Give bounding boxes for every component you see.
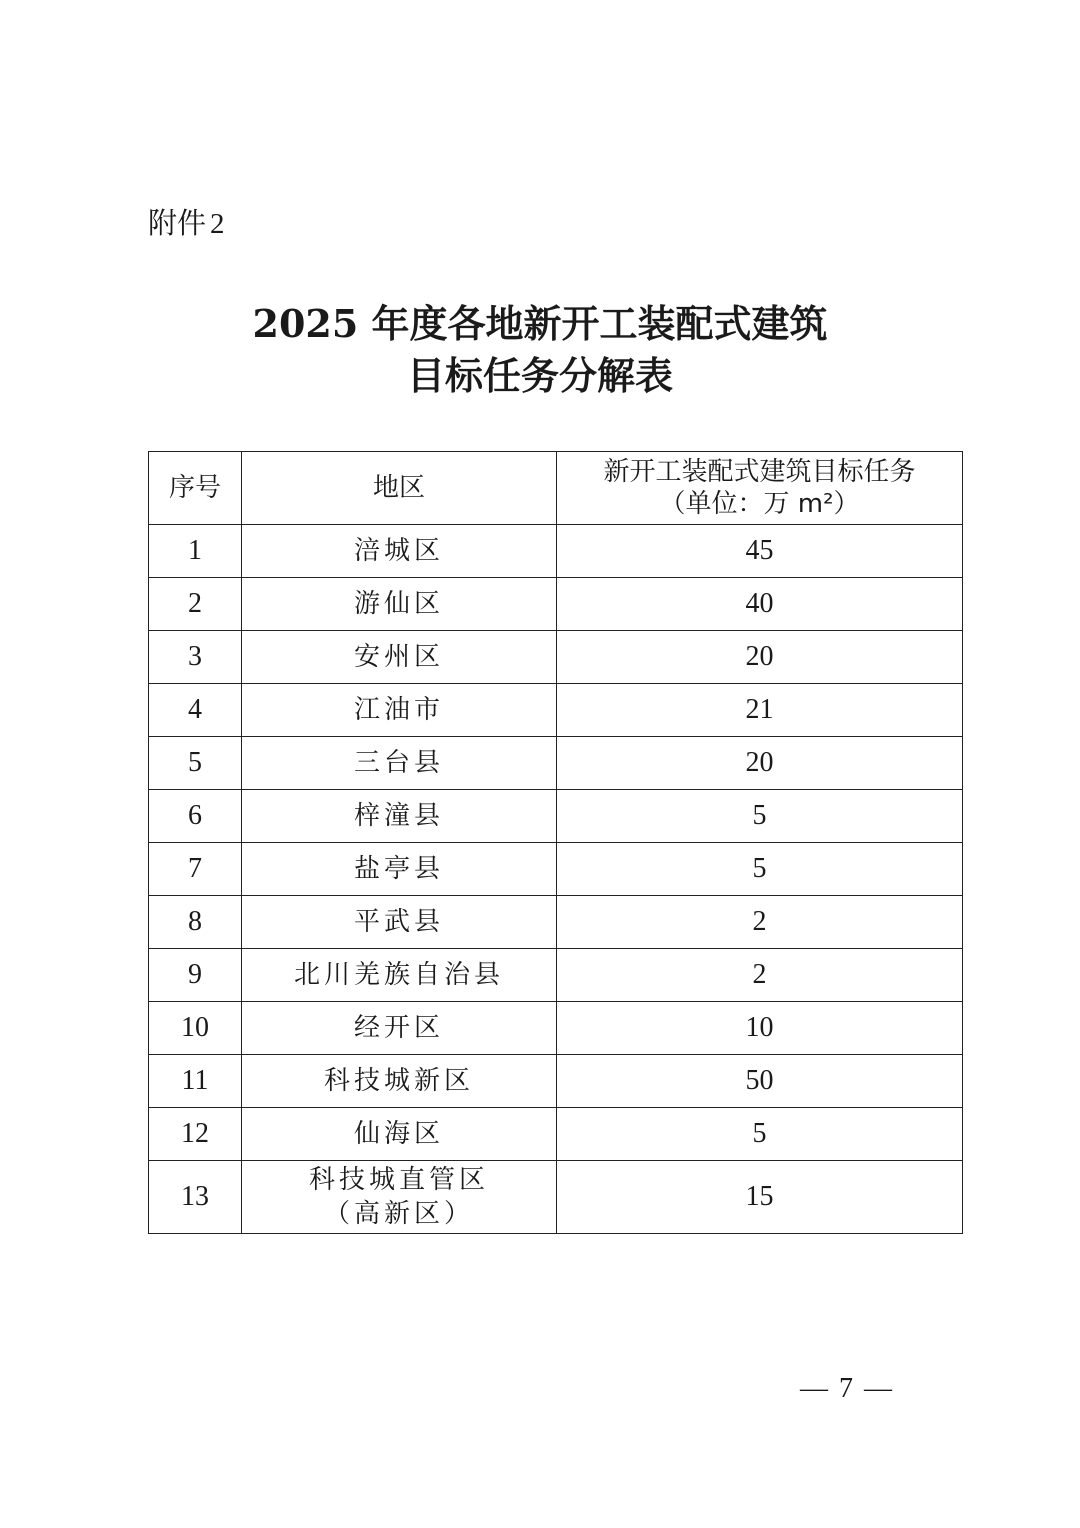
seq-cell: 7 xyxy=(149,843,242,896)
table-row xyxy=(149,631,963,684)
attachment-number: 2 xyxy=(210,208,225,240)
value-cell: 21 xyxy=(557,684,963,737)
table-row xyxy=(149,790,963,843)
seq-cell: 1 xyxy=(149,525,242,578)
header-target xyxy=(557,452,963,525)
value-cell: 10 xyxy=(557,1002,963,1055)
value-cell: 40 xyxy=(557,578,963,631)
seq-cell: 9 xyxy=(149,949,242,1002)
title-line-1: 2025 年度各地新开工装配式建筑 xyxy=(252,301,828,346)
seq-cell: 5 xyxy=(149,737,242,790)
value-cell: 15 xyxy=(557,1161,963,1234)
table-row xyxy=(149,1002,963,1055)
table-row xyxy=(149,1108,963,1161)
seq-cell: 8 xyxy=(149,896,242,949)
target-task-table xyxy=(148,451,963,1234)
attachment-label xyxy=(148,203,225,244)
header-seq: 序号 xyxy=(149,452,242,525)
value-cell: 5 xyxy=(557,843,963,896)
region-cell: 平武县 xyxy=(242,896,557,949)
table-row xyxy=(149,949,963,1002)
region-cell: 三台县 xyxy=(242,737,557,790)
region-cell: 经开区 xyxy=(242,1002,557,1055)
seq-cell: 10 xyxy=(149,1002,242,1055)
region-cell: 安州区 xyxy=(242,631,557,684)
table-row xyxy=(149,843,963,896)
region-cell: 盐亭县 xyxy=(242,843,557,896)
header-target-label: 新开工装配式建筑目标任务 xyxy=(603,457,916,487)
region-cell: 北川羌族自治县 xyxy=(242,949,557,1002)
value-cell: 20 xyxy=(557,737,963,790)
table-header-row xyxy=(149,452,963,525)
region-cell: 涪城区 xyxy=(242,525,557,578)
region-name: 科技城直管区 xyxy=(308,1165,489,1195)
seq-cell: 2 xyxy=(149,578,242,631)
table-row xyxy=(149,1161,963,1234)
region-note: （高新区） xyxy=(323,1199,474,1229)
region-cell: 梓潼县 xyxy=(242,790,557,843)
value-cell: 50 xyxy=(557,1055,963,1108)
value-cell: 5 xyxy=(557,790,963,843)
table-row xyxy=(149,1055,963,1108)
attachment-text: 附件 xyxy=(148,206,207,240)
table-row xyxy=(149,896,963,949)
seq-cell: 4 xyxy=(149,684,242,737)
seq-cell: 3 xyxy=(149,631,242,684)
document-title xyxy=(0,298,1080,402)
table-row xyxy=(149,578,963,631)
header-target-unit: （单位：万 m²） xyxy=(659,489,860,519)
page-number: — 7 — xyxy=(800,1373,894,1404)
seq-cell: 12 xyxy=(149,1108,242,1161)
region-cell: 江油市 xyxy=(242,684,557,737)
value-cell: 45 xyxy=(557,525,963,578)
seq-cell: 6 xyxy=(149,790,242,843)
value-cell: 20 xyxy=(557,631,963,684)
value-cell: 5 xyxy=(557,1108,963,1161)
value-cell: 2 xyxy=(557,949,963,1002)
region-cell xyxy=(242,1161,557,1234)
value-cell: 2 xyxy=(557,896,963,949)
region-cell: 科技城新区 xyxy=(242,1055,557,1108)
title-line-2: 目标任务分解表 xyxy=(406,353,673,398)
seq-cell: 11 xyxy=(149,1055,242,1108)
table-row xyxy=(149,737,963,790)
seq-cell: 13 xyxy=(149,1161,242,1234)
header-region: 地区 xyxy=(242,452,557,525)
region-cell: 游仙区 xyxy=(242,578,557,631)
region-cell: 仙海区 xyxy=(242,1108,557,1161)
table-row xyxy=(149,525,963,578)
table-row xyxy=(149,684,963,737)
